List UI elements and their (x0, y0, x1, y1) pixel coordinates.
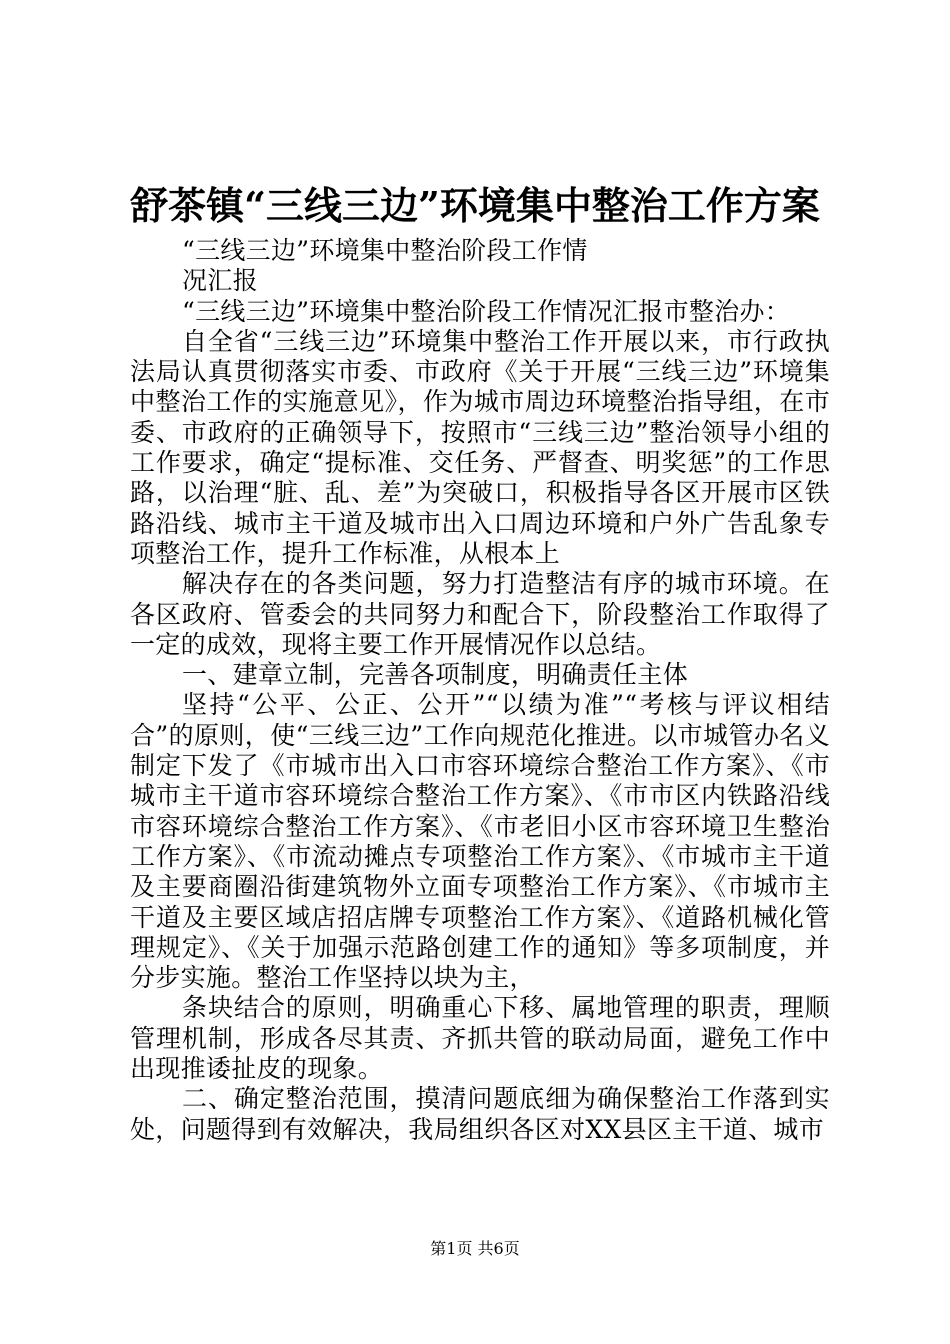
paragraph-intro-continued: 解决存在的各类问题，努力打造整洁有序的城市环境。在各区政府、管委会的共同努力和配合下，阶段整治工作取得了一定的成效，现将主要工作开展情况作以总结。 (130, 569, 830, 659)
document-body (130, 236, 830, 1145)
document-title: 舒茶镇“三线三边”环境集中整治工作方案 (130, 183, 820, 228)
paragraph-section-2: 二、确定整治范围，摸清问题底细为确保整治工作落到实处，问题得到有效解决，我局组织各区对XX县区主干道、城市 (130, 1084, 830, 1144)
page-footer: 第1页 共6页 (430, 1239, 520, 1258)
paragraph-section-1: 坚持“公平、公正、公开”“以绩为准”“考核与评议相结合”的原则，使“三线三边”工作向规范化推进。以市城管办名义制定下发了《市城市出入口市容环境综合整治工作方案》、《市城市主干道市容环境综合整治工作方案》、《市市区内铁路沿线市容环境综合整治工作方案》、《市老旧小区市容环境卫生整治工作方案》、《市流动摊点专项整治工作方案》、《市城市主干道及主要商圈沿街建筑物外立面专项整治工作方案》、《市城市主干道及主要区域店招店牌专项整治工作方案》、《道路机械化管理规定》、《关于加强示范路创建工作的通知》等多项制度，并分步实施。整治工作坚持以块为主， (130, 690, 830, 993)
paragraph-subtitle-line-1: “三线三边”环境集中整治阶段工作情 (182, 236, 588, 265)
paragraph-heading: “三线三边”环境集中整治阶段工作情况汇报市整治办： (182, 296, 791, 326)
paragraph-intro: 自全省“三线三边”环境集中整治工作开展以来，市行政执法局认真贯彻落实市委、市政府《关于开展“三线三边”环境集中整治工作的实施意见》，作为城市周边环境整治指导组，在市委、市政府的正确领导下，按照市“三线三边”整治领导小组的工作要求，确定“提标准、交任务、严督查、明奖惩”的工作思路，以治理“脏、乱、差”为突破口，积极指导各区开展市区铁路沿线、城市主干道及城市出入口周边环境和户外广告乱象专项整治工作，提升工作标准，从根本上 (130, 326, 830, 568)
section-heading-1: 一、建章立制，完善各项制度，明确责任主体 (182, 660, 689, 690)
paragraph-subtitle-line-2: 况汇报 (182, 266, 258, 296)
paragraph-section-1-continued: 条块结合的原则，明确重心下移、属地管理的职责，理顺管理机制，形成各尽其责、齐抓共管的联动局面，避免工作中出现推诿扯皮的现象。 (130, 993, 830, 1084)
